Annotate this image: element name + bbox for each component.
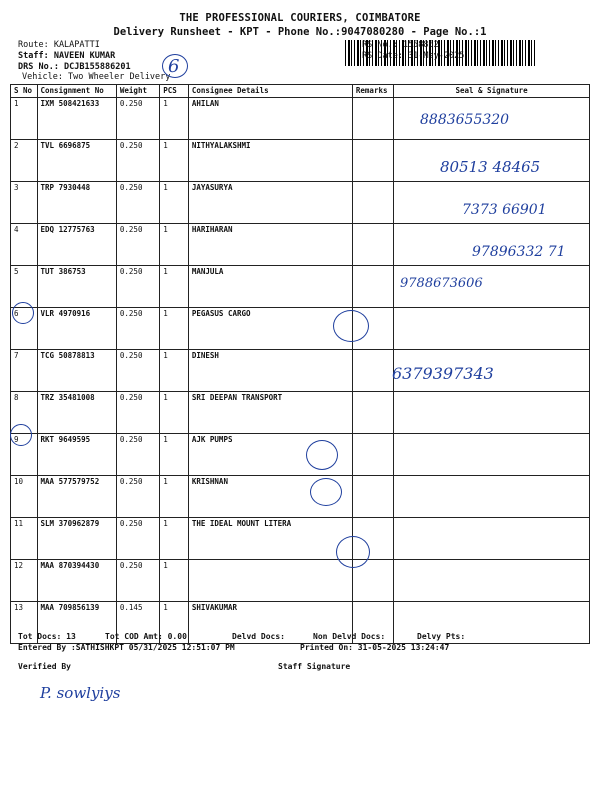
cell-consignee: NITHYALAKSHMI <box>188 140 352 182</box>
handwritten-phone-7: 6379397343 <box>392 364 494 383</box>
cell-pcs: 1 <box>160 224 189 266</box>
cell-consignee: DINESH <box>188 350 352 392</box>
staff-signature-label: Staff Signature <box>278 662 351 671</box>
table-row <box>11 266 590 308</box>
col-pcs: PCS <box>160 85 189 98</box>
cell-remarks <box>352 392 393 434</box>
cell-consignment: MAA 709856139 <box>37 602 116 644</box>
stamp-circle-12 <box>336 536 370 568</box>
cell-signature <box>394 392 590 434</box>
cell-sno: 2 <box>11 140 38 182</box>
cell-weight: 0.250 <box>116 98 159 140</box>
cell-pcs: 1 <box>160 602 189 644</box>
tot-docs: Tot Docs: 13 <box>18 632 76 641</box>
rs-date: RS Date: 31-May-2025 <box>362 51 465 61</box>
table-row <box>11 560 590 602</box>
col-weight: Weight <box>116 85 159 98</box>
cell-consignment: VLR 4970916 <box>37 308 116 350</box>
cell-weight: 0.250 <box>116 224 159 266</box>
cell-signature <box>394 308 590 350</box>
cell-weight: 0.250 <box>116 350 159 392</box>
table-row <box>11 518 590 560</box>
cell-weight: 0.250 <box>116 140 159 182</box>
cell-remarks <box>352 98 393 140</box>
cell-pcs: 1 <box>160 182 189 224</box>
runsheet-title: Delivery Runsheet - KPT - Phone No.:9047080280 - Page No.:1 <box>113 26 487 38</box>
cell-remarks <box>352 434 393 476</box>
cell-weight: 0.250 <box>116 560 159 602</box>
cell-signature <box>394 434 590 476</box>
cell-pcs: 1 <box>160 308 189 350</box>
page-mark-handwritten: 6 <box>168 56 180 77</box>
cell-remarks <box>352 140 393 182</box>
cell-sno: 10 <box>11 476 38 518</box>
cell-consignee: SHIVAKUMAR <box>188 602 352 644</box>
non-delvd-docs: Non Delvd Docs: <box>313 632 386 641</box>
cell-sno: 3 <box>11 182 38 224</box>
cell-weight: 0.250 <box>116 266 159 308</box>
cell-consignee: THE IDEAL MOUNT LITERA <box>188 518 352 560</box>
delvy-pts: Delvy Pts: <box>417 632 466 641</box>
cell-sno: 5 <box>11 266 38 308</box>
handwritten-phone-3: 7373 66901 <box>462 202 547 218</box>
page-mark-circle <box>162 54 188 78</box>
table-row <box>11 602 590 644</box>
cell-consignee: KRISHNAN <box>188 476 352 518</box>
cell-consignee: SRI DEEPAN TRANSPORT <box>188 392 352 434</box>
cell-signature <box>394 518 590 560</box>
col-signature: Seal & Signature <box>394 85 590 98</box>
cell-remarks <box>352 182 393 224</box>
cell-weight: 0.250 <box>116 434 159 476</box>
cell-pcs: 1 <box>160 98 189 140</box>
cell-consignment: MAA 870394430 <box>37 560 116 602</box>
cell-sno: 6 <box>11 308 38 350</box>
cell-consignment: MAA 577579752 <box>37 476 116 518</box>
table-row <box>11 434 590 476</box>
table-row <box>11 308 590 350</box>
cell-consignment: IXM 508421633 <box>37 98 116 140</box>
cell-consignee <box>188 560 352 602</box>
row-mark-6 <box>12 302 34 324</box>
tot-cod: Tot COD Amt: 0.00 <box>105 632 187 641</box>
route: Route: KALAPATTI <box>18 40 100 50</box>
cell-remarks <box>352 224 393 266</box>
cell-weight: 0.250 <box>116 182 159 224</box>
cell-sno: 11 <box>11 518 38 560</box>
company-title: THE PROFESSIONAL COURIERS, COIMBATORE <box>179 12 421 24</box>
cell-remarks <box>352 350 393 392</box>
cell-weight: 0.250 <box>116 518 159 560</box>
verified-by-label: Verified By <box>18 662 71 671</box>
cell-pcs: 1 <box>160 140 189 182</box>
cell-sno: 1 <box>11 98 38 140</box>
cell-consignment: TVL 6696875 <box>37 140 116 182</box>
cell-remarks <box>352 476 393 518</box>
cell-weight: 0.145 <box>116 602 159 644</box>
row-mark-9 <box>10 424 32 446</box>
cell-signature <box>394 560 590 602</box>
handwritten-phone-1: 8883655320 <box>420 112 510 128</box>
cell-consignee: AJK PUMPS <box>188 434 352 476</box>
cell-consignment: SLM 370962879 <box>37 518 116 560</box>
cell-consignment: TCG 50878813 <box>37 350 116 392</box>
cell-consignment: TRP 7930448 <box>37 182 116 224</box>
cell-pcs: 1 <box>160 476 189 518</box>
cell-pcs: 1 <box>160 266 189 308</box>
cell-weight: 0.250 <box>116 476 159 518</box>
cell-consignee: PEGASUS CARGO <box>188 308 352 350</box>
cell-consignment: TUT 386753 <box>37 266 116 308</box>
verified-signature: P. sowlyiys <box>40 684 121 702</box>
cell-remarks <box>352 266 393 308</box>
stamp-circle-10 <box>310 478 342 506</box>
delvd-docs: Delvd Docs: <box>232 632 285 641</box>
table-row <box>11 392 590 434</box>
cell-sno: 12 <box>11 560 38 602</box>
cell-pcs: 1 <box>160 434 189 476</box>
cell-signature <box>394 476 590 518</box>
cell-pcs: 1 <box>160 392 189 434</box>
cell-weight: 0.250 <box>116 392 159 434</box>
cell-consignment: TRZ 35481008 <box>37 392 116 434</box>
col-consignee: Consignee Details <box>188 85 352 98</box>
cell-sno: 7 <box>11 350 38 392</box>
col-remarks: Remarks <box>352 85 393 98</box>
cell-consignment: RKT 9649595 <box>37 434 116 476</box>
handwritten-phone-2: 80513 48465 <box>440 158 541 176</box>
cell-sno: 13 <box>11 602 38 644</box>
stamp-circle-9 <box>306 440 338 470</box>
cell-pcs: 1 <box>160 560 189 602</box>
drs-number: DRS No.: DCJB155886201 <box>18 62 131 72</box>
vehicle: Vehicle: Two Wheeler Delivery <box>22 72 171 82</box>
col-sno: S No <box>11 85 38 98</box>
col-consignment: Consignment No <box>37 85 116 98</box>
cell-consignee: AHILAN <box>188 98 352 140</box>
cell-consignee: JAYASURYA <box>188 182 352 224</box>
cell-sno: 8 <box>11 392 38 434</box>
cell-pcs: 1 <box>160 518 189 560</box>
printed-on: Printed On: 31-05-2025 13:24:47 <box>300 643 450 652</box>
stamp-circle-6 <box>333 310 369 342</box>
entered-by: Entered By :SATHISHKPT 05/31/2025 12:51:07 PM <box>18 643 235 652</box>
rs-number: RS No.: 1558862 <box>362 40 439 50</box>
cell-consignee: HARIHARAN <box>188 224 352 266</box>
cell-sno: 9 <box>11 434 38 476</box>
table-row <box>11 476 590 518</box>
cell-consignment: EDQ 12775763 <box>37 224 116 266</box>
handwritten-phone-5b: 9788673606 <box>400 276 483 291</box>
table-row <box>11 350 590 392</box>
table-header-row <box>11 85 590 98</box>
cell-weight: 0.250 <box>116 308 159 350</box>
handwritten-phone-5: 97896332 71 <box>472 244 566 260</box>
staff: Staff: NAVEEN KUMAR <box>18 51 116 61</box>
cell-consignee: MANJULA <box>188 266 352 308</box>
cell-pcs: 1 <box>160 350 189 392</box>
cell-sno: 4 <box>11 224 38 266</box>
